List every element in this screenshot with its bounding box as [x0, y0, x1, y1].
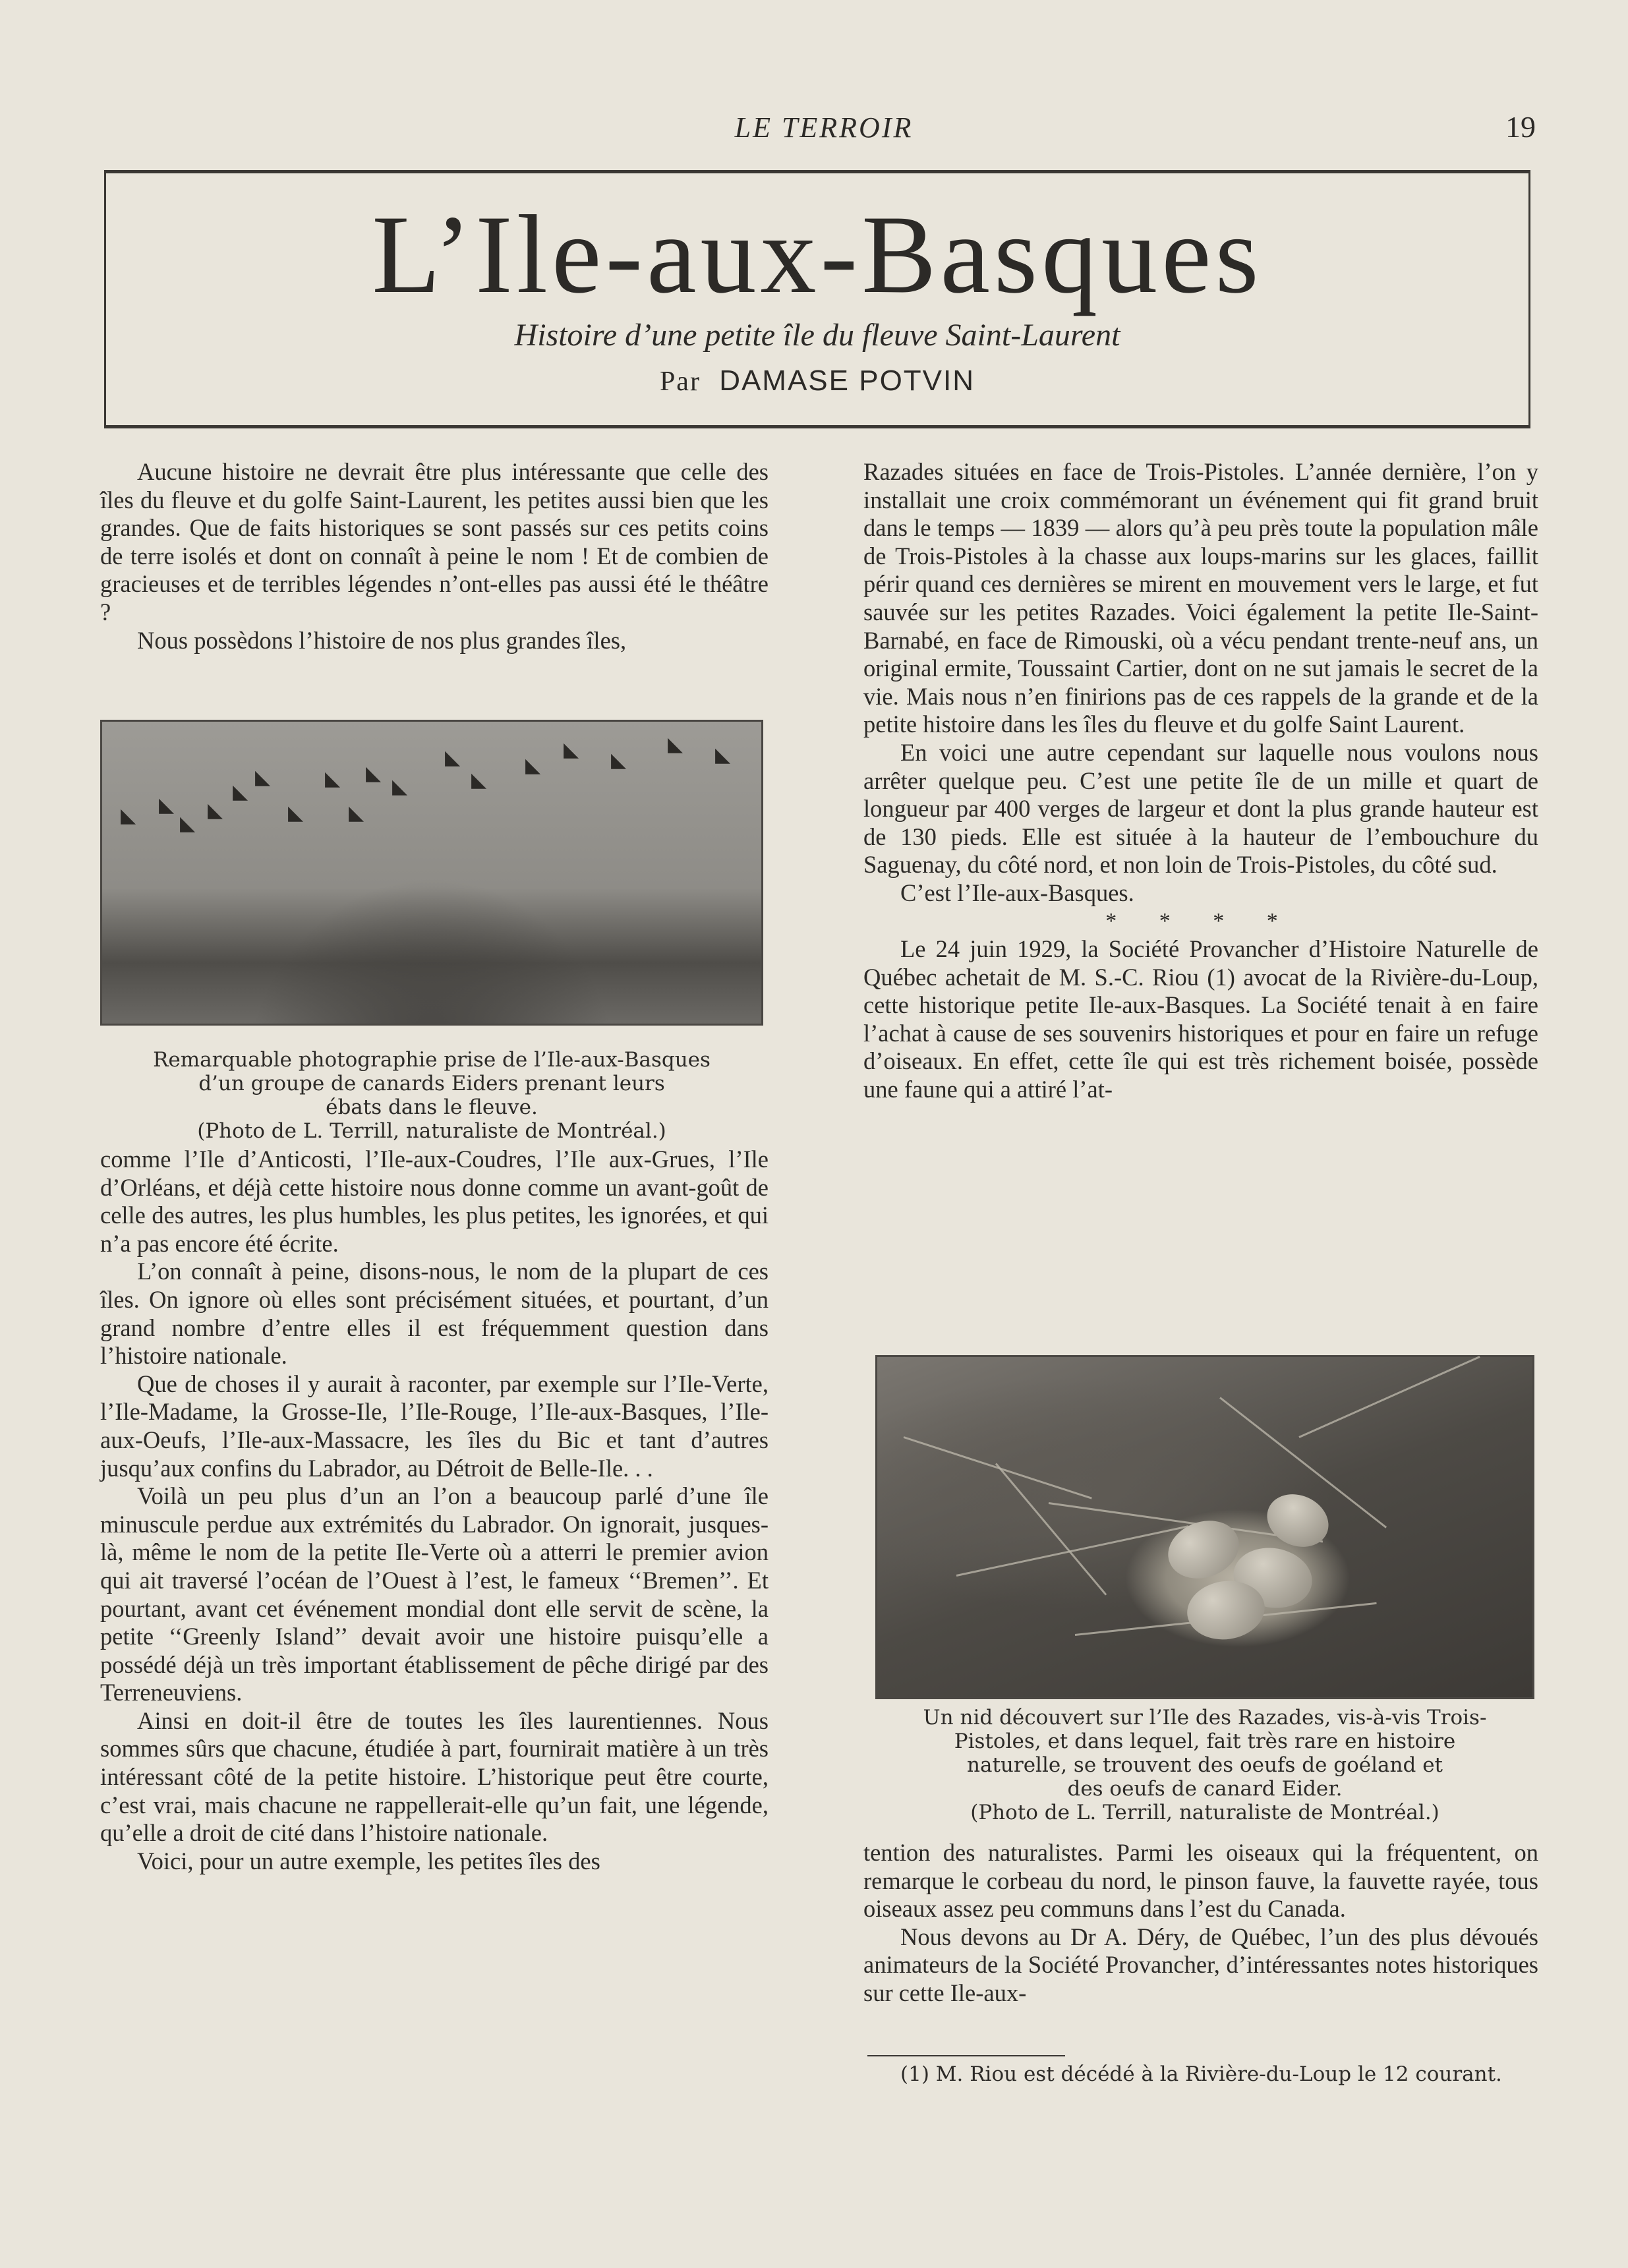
- footnote-rule: [867, 2055, 1065, 2056]
- straw: [956, 1525, 1189, 1577]
- duck-icon: ◣: [611, 749, 627, 771]
- footnote: (1) M. Riou est décédé à la Rivière-du-Loup le 12 courant.: [900, 2062, 1502, 2086]
- duck-icon: ◣: [525, 755, 541, 776]
- caption-line: (Photo de L. Terrill, naturaliste de Montréal.): [197, 1119, 666, 1143]
- caption-line: naturelle, se trouvent des oeufs de goéland et: [967, 1753, 1443, 1777]
- duck-icon: ◣: [668, 734, 683, 755]
- caption-line: des oeufs de canard Eider.: [1067, 1777, 1343, 1801]
- nest-caption: [875, 1706, 1534, 1824]
- paragraph: Que de choses il y aurait à raconter, par exemple sur l’Ile-Verte, l’Ile-Madame, la Grosse-Ile, l’Ile-Rouge, l’Ile-aux-Basques, l’Ile-aux-Oeufs, l’Ile-aux-Massacre, les îles du Bic et tant d’autres jusqu’aux confins du Labrador, au Détroit de Belle-Ile. . .: [100, 1370, 769, 1482]
- eider-ducks-photo: [100, 720, 763, 1026]
- paragraph: Aucune histoire ne devrait être plus intéressante que celle des îles du fleuve et du golfe Saint-Laurent, les petites aussi bien que les grandes. Que de faits historiques se sont passés sur ces petits coins de terre isolés et dont on connaît à peine le nom ! Et de combien de gracieuses et de terribles légendes n’ont-elles pas aussi été le théâtre ?: [100, 458, 769, 625]
- paragraph: Voici, pour un autre exemple, les petites îles des: [137, 1847, 600, 1875]
- eider-nest-photo: [875, 1355, 1534, 1699]
- duck-icon: ◣: [392, 776, 408, 798]
- ducks-caption: [100, 1048, 763, 1143]
- straw: [995, 1463, 1107, 1596]
- right-column-top: [863, 458, 1538, 1104]
- caption-line: Remarquable photographie prise de l’Ile-aux-Basques: [153, 1048, 711, 1072]
- paragraph: Nous possèdons l’histoire de nos plus grandes îles,: [137, 626, 627, 654]
- duck-icon: ◣: [445, 747, 461, 769]
- left-column-bottom: [100, 1146, 769, 1875]
- paragraph: Razades situées en face de Trois-Pistoles. L’année dernière, l’on y installait une croix commémorant un événement qui fit grand bruit dans le temps — 1839 — alors qu’à peu près toute la population mâle de Trois-Pistoles à la chasse aux loups-marins sur les glaces, faillit périr quand ces dernières se mirent en mouvement vers le large, et fut sauvée sur les petites Razades. Voici également la petite Ile-Saint-Barnabé, en face de Rimouski, où a vécu pendant trente-neuf ans, un original ermite, Toussaint Cartier, dont on ne sut jamais le secret de la vie. Mais nous n’en finirions pas de ces rappels de la grande et de la petite histoire dans les îles du fleuve et du golfe Saint Laurent.: [863, 458, 1538, 738]
- right-column-bottom: [863, 1839, 1538, 2008]
- paragraph: Ainsi en doit-il être de toutes les îles laurentiennes. Nous sommes sûrs que chacune, étudiée à part, fournirait matière à un très intéressant côté de la petite histoire. L’historique peut être courte, c’est vrai, mais chacune ne rappellerait-elle qu’un fait, une légende, qu’elle a droit de cité dans l’histoire nationale.: [100, 1706, 769, 1847]
- paragraph: tention des naturalistes. Parmi les oiseaux qui la fréquentent, on remarque le corbeau du nord, le pinson fauve, la fauvette rayée, tous oiseaux assez peu communs dans l’est du Canada.: [863, 1839, 1538, 1923]
- duck-icon: ◣: [715, 744, 731, 766]
- paragraph: Le 24 juin 1929, la Société Provancher d’Histoire Naturelle de Québec achetait de M. S.-C. Riou (1) avocat de la Rivière-du-Loup, cette historique petite Ile-aux-Basques. La Société tenait à en faire l’achat à cause de ses souvenirs historiques et pour en faire un refuge d’oiseaux. En effet, cette île qui est très richement boisée, possède une faune qui a attiré l’at-: [863, 935, 1538, 1103]
- caption-line: d’un groupe de canards Eiders prenant leurs: [198, 1072, 665, 1095]
- title-box: [104, 170, 1530, 428]
- duck-icon: ◣: [233, 781, 248, 803]
- duck-icon: ◣: [349, 802, 364, 824]
- section-separator: * * * *: [1105, 908, 1296, 933]
- caption-line: (Photo de L. Terrill, naturaliste de Montréal.): [970, 1801, 1439, 1824]
- duck-icon: ◣: [564, 739, 579, 761]
- caption-line: Un nid découvert sur l’Ile des Razades, vis-à-vis Trois-: [923, 1706, 1487, 1730]
- paragraph: C’est l’Ile-aux-Basques.: [900, 879, 1134, 906]
- byline-prefix: Par: [659, 366, 701, 397]
- byline: [106, 364, 1528, 397]
- duck-icon: ◣: [366, 763, 382, 784]
- page-number: 19: [1505, 110, 1536, 144]
- paragraph: Nous devons au Dr A. Déry, de Québec, l’un des plus dévoués animateurs de la Société Provancher, d’intéressantes notes historiques sur cette Ile-aux-: [863, 1923, 1538, 2006]
- running-header: LE TERROIR: [734, 111, 914, 144]
- paragraph: Voilà un peu plus d’un an l’on a beaucoup parlé d’une île minuscule perdue aux extrémités du Labrador. On ignorait, jusques-là, même le nom de la petite Ile-Verte où a atterri le premier avion qui ait traversé l’océan de l’Ouest à l’est, le fameux ‘‘Bremen’’. Et pourtant, avant cet événement mondial dont elle servit de scène, la petite ‘‘Greenly Island’’ devait avoir une histoire puisqu’elle a possédé déjà un très important établissement de pêche dirigé par des Terreneuviens.: [100, 1482, 769, 1706]
- straw: [1298, 1356, 1480, 1438]
- duck-icon: ◣: [208, 800, 223, 821]
- duck-icon: ◣: [121, 805, 136, 827]
- duck-icon: ◣: [325, 768, 341, 790]
- article-title: L’Ile-aux-Basques: [372, 192, 1263, 316]
- author-name: DAMASE POTVIN: [719, 364, 975, 397]
- caption-line: Pistoles, et dans lequel, fait très rare en histoire: [954, 1730, 1456, 1753]
- paragraph: En voici une autre cependant sur laquelle nous voulons nous arrêter quelque peu. C’est une petite île de un mille et quart de longueur par 400 verges de largeur et dont la plus grande hauteur est de 130 pieds. Elle est située à la hauteur de l’embouchure du Saguenay, du côté nord, et non loin de Trois-Pistoles, du côté sud.: [863, 738, 1538, 879]
- duck-icon: ◣: [471, 769, 487, 791]
- duck-icon: ◣: [159, 794, 175, 816]
- egg: [1259, 1485, 1337, 1556]
- paragraph: comme l’Ile d’Anticosti, l’Ile-aux-Coudres, l’Ile aux-Grues, l’Ile d’Orléans, et déjà cette histoire nous donne comme un avant-goût de celle des autres, les plus humbles, les plus petites, les ignorées, et qui n’a pas encore été écrite.: [100, 1146, 769, 1257]
- left-column-top: [100, 458, 769, 654]
- duck-icon: ◣: [255, 767, 271, 788]
- article-subtitle: Histoire d’une petite île du fleuve Saint-Laurent: [514, 318, 1120, 353]
- duck-icon: ◣: [180, 813, 196, 834]
- paragraph: L’on connaît à peine, disons-nous, le nom de la plupart de ces îles. On ignore où elles sont précisément situées, et pourtant, d’un grand nombre d’entre elles il est fréquemment question dans l’histoire nationale.: [100, 1258, 769, 1370]
- duck-icon: ◣: [288, 802, 304, 824]
- caption-line: ébats dans le fleuve.: [326, 1095, 538, 1119]
